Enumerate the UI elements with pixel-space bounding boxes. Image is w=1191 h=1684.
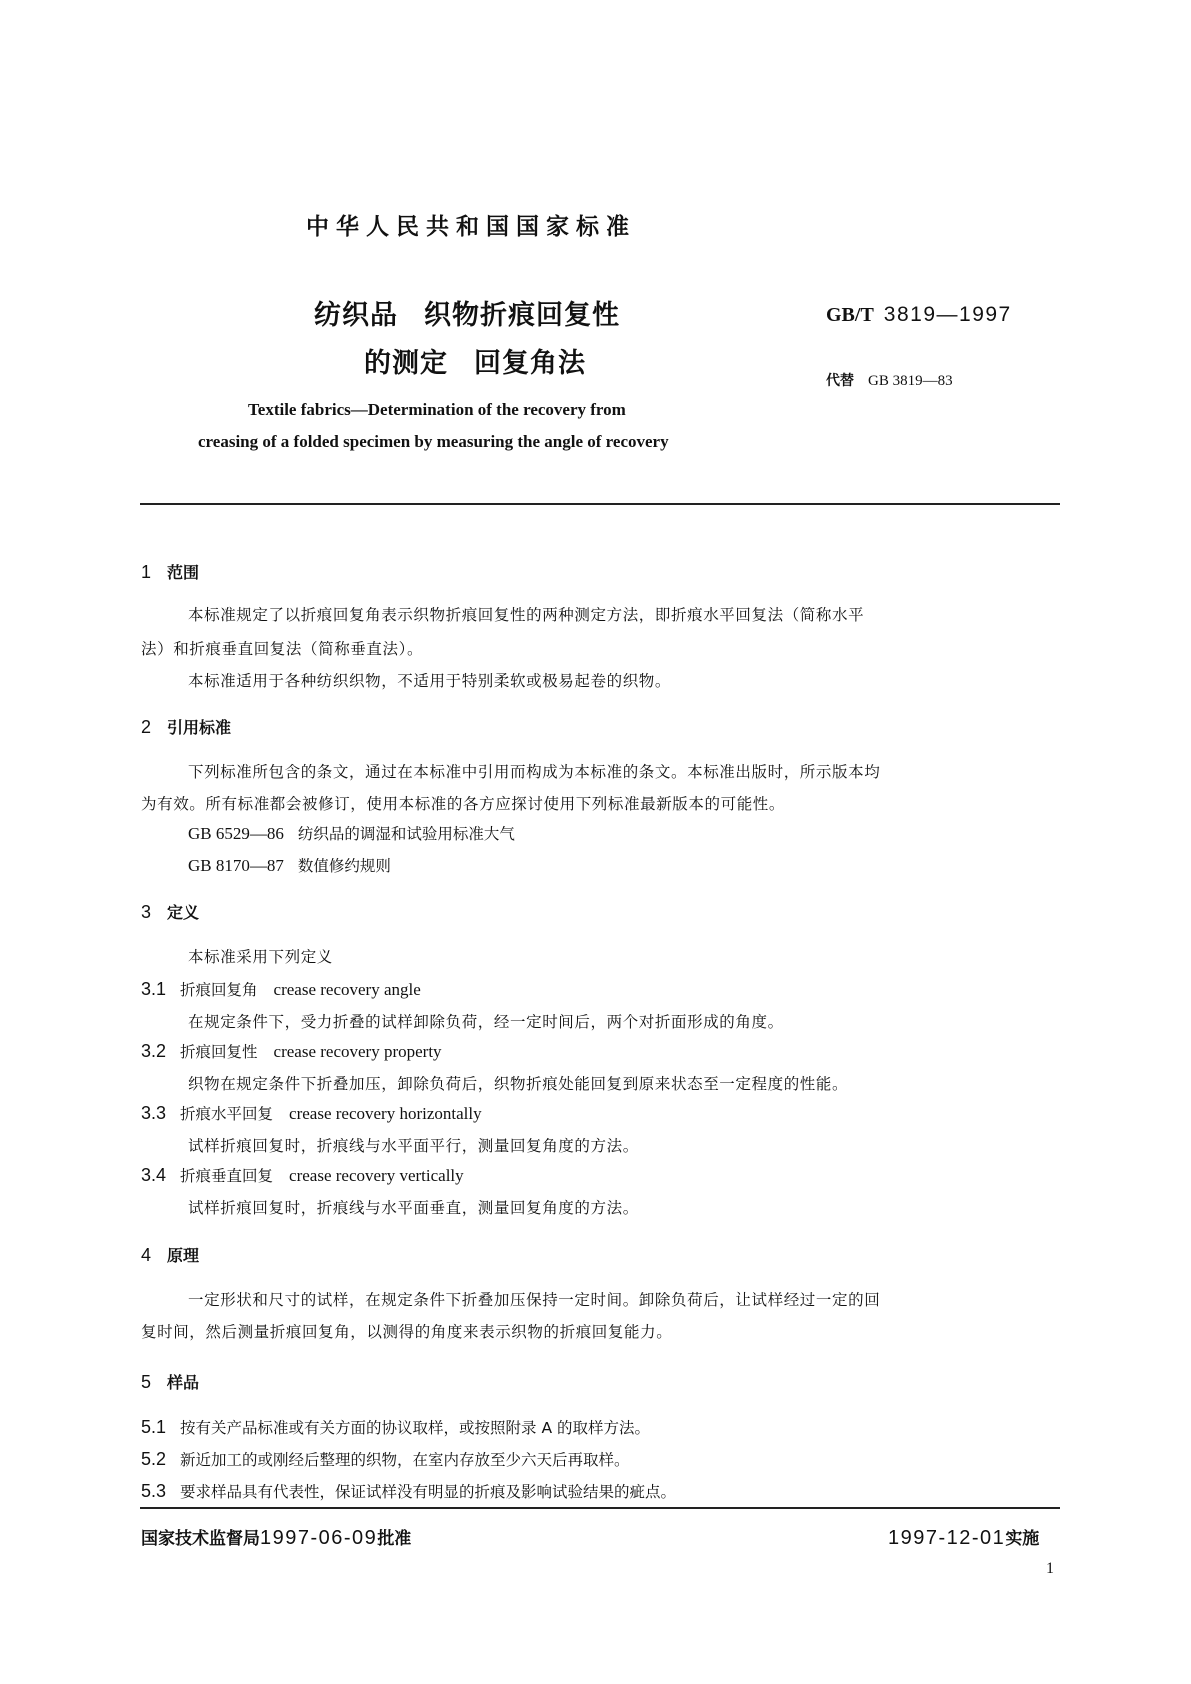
effective-label: 实施 xyxy=(1005,1529,1040,1549)
section-title: 范围 xyxy=(167,563,200,582)
replaces-value: GB 3819—83 xyxy=(868,373,953,389)
reference-title: 纺织品的调湿和试验用标准大气 xyxy=(297,825,515,843)
reference-code: GB 8170—87 xyxy=(188,856,284,875)
item-text: 按有关产品标准或有关方面的协议取样，或按照附录 A 的取样方法。 xyxy=(180,1419,650,1437)
definition-term-cn: 折痕垂直回复 xyxy=(180,1167,274,1185)
paragraph-line: 一定形状和尺寸的试样，在规定条件下折叠加压保持一定时间。卸除负荷后，让试样经过一定的回 xyxy=(188,1291,881,1309)
standard-number: 3819—1997 xyxy=(883,303,1012,326)
item-text: 要求样品具有代表性，保证试样没有明显的折痕及影响试验结果的疵点。 xyxy=(180,1483,677,1501)
definition-text: 试样折痕回复时，折痕线与水平面平行，测量回复角度的方法。 xyxy=(188,1137,639,1155)
sample-item xyxy=(141,1480,676,1502)
definition-term-cn: 折痕回复性 xyxy=(180,1043,258,1061)
chinese-title-part: 纺织品 xyxy=(314,300,398,331)
definition-text: 织物在规定条件下折叠加压，卸除负荷后，织物折痕处能回复到原来状态至一定程度的性能。 xyxy=(188,1075,849,1093)
approved-date: 1997-06-09 xyxy=(260,1527,378,1549)
paragraph-line: 下列标准所包含的条文，通过在本标准中引用而构成为本标准的条文。本标准出版时，所示版本均 xyxy=(188,763,881,781)
sample-item xyxy=(141,1416,650,1438)
item-text: 新近加工的或刚经后整理的织物，在室内存放至少六天后再取样。 xyxy=(180,1451,630,1469)
section-heading-1 xyxy=(141,560,199,583)
definition-term-cn: 折痕水平回复 xyxy=(180,1105,274,1123)
section-number: 4 xyxy=(141,1245,152,1265)
page-number: 1 xyxy=(1046,1560,1054,1577)
replaces-label: 代替 xyxy=(826,373,854,389)
chinese-title-part: 回复角法 xyxy=(474,348,586,379)
chinese-title-part: 的测定 xyxy=(364,348,448,379)
section-heading-2 xyxy=(141,715,231,738)
item-number: 5.3 xyxy=(141,1481,167,1501)
reference-item xyxy=(188,854,391,876)
definition-term xyxy=(141,1102,482,1124)
sample-item xyxy=(141,1448,630,1470)
issuer: 国家技术监督局 xyxy=(141,1529,260,1549)
chinese-title-line-2 xyxy=(364,341,586,380)
chinese-title-part: 织物折痕回复性 xyxy=(424,300,620,331)
section-heading-4 xyxy=(141,1243,199,1266)
section-title: 引用标准 xyxy=(167,718,232,737)
section-heading-5 xyxy=(141,1370,199,1393)
item-number: 5.1 xyxy=(141,1417,167,1437)
section-number: 5 xyxy=(141,1372,152,1392)
standard-prefix: GB/T xyxy=(826,304,874,326)
reference-title: 数值修约规则 xyxy=(297,857,391,875)
approved-label: 批准 xyxy=(377,1529,412,1549)
paragraph-line: 本标准规定了以折痕回复角表示织物折痕回复性的两种测定方法，即折痕水平回复法（简称水平 xyxy=(188,606,865,624)
definition-number: 3.2 xyxy=(141,1041,167,1061)
paragraph-line: 复时间，然后测量折痕回复角，以测得的角度来表示织物的折痕回复能力。 xyxy=(141,1323,673,1341)
definition-number: 3.4 xyxy=(141,1165,167,1185)
section-number: 2 xyxy=(141,717,152,737)
section-title: 原理 xyxy=(167,1246,200,1265)
item-number: 5.2 xyxy=(141,1449,167,1469)
definition-term-en: crease recovery horizontally xyxy=(289,1104,482,1123)
footer-divider xyxy=(140,1507,1060,1509)
approval-info xyxy=(141,1524,411,1550)
paragraph-line: 本标准适用于各种纺织织物，不适用于特别柔软或极易起卷的织物。 xyxy=(188,672,672,690)
definition-text: 在规定条件下，受力折叠的试样卸除负荷，经一定时间后，两个对折面形成的角度。 xyxy=(188,1013,784,1031)
definition-term xyxy=(141,1164,464,1186)
definition-text: 试样折痕回复时，折痕线与水平面垂直，测量回复角度的方法。 xyxy=(188,1199,639,1217)
replaces-note xyxy=(826,370,953,390)
section-number: 3 xyxy=(141,902,152,922)
header-divider xyxy=(140,503,1060,505)
definition-term-en: crease recovery vertically xyxy=(289,1166,464,1185)
paragraph-line: 本标准采用下列定义 xyxy=(188,948,333,966)
paragraph-line: 法）和折痕垂直回复法（简称垂直法）。 xyxy=(141,640,424,658)
section-number: 1 xyxy=(141,562,152,582)
effective-info xyxy=(888,1524,1039,1550)
national-standard-title: 中华人民共和国国家标准 xyxy=(306,214,636,240)
english-title-line-1: Textile fabrics—Determination of the recovery from xyxy=(248,400,626,419)
section-title: 定义 xyxy=(167,903,200,922)
definition-term-cn: 折痕回复角 xyxy=(180,981,258,999)
definition-term-en: crease recovery angle xyxy=(273,980,421,999)
definition-term xyxy=(141,1040,442,1062)
definition-number: 3.1 xyxy=(141,979,167,999)
chinese-title-line-1 xyxy=(314,293,620,332)
effective-date: 1997-12-01 xyxy=(888,1527,1006,1549)
paragraph-line: 为有效。所有标准都会被修订，使用本标准的各方应探讨使用下列标准最新版本的可能性。 xyxy=(141,795,786,813)
reference-item xyxy=(188,822,515,844)
section-title: 样品 xyxy=(167,1373,200,1392)
reference-code: GB 6529—86 xyxy=(188,824,284,843)
definition-number: 3.3 xyxy=(141,1103,167,1123)
definition-term-en: crease recovery property xyxy=(273,1042,442,1061)
definition-term xyxy=(141,978,421,1000)
standard-code xyxy=(826,302,1012,327)
english-title-line-2: creasing of a folded specimen by measuring the angle of recovery xyxy=(198,432,669,451)
section-heading-3 xyxy=(141,900,199,923)
